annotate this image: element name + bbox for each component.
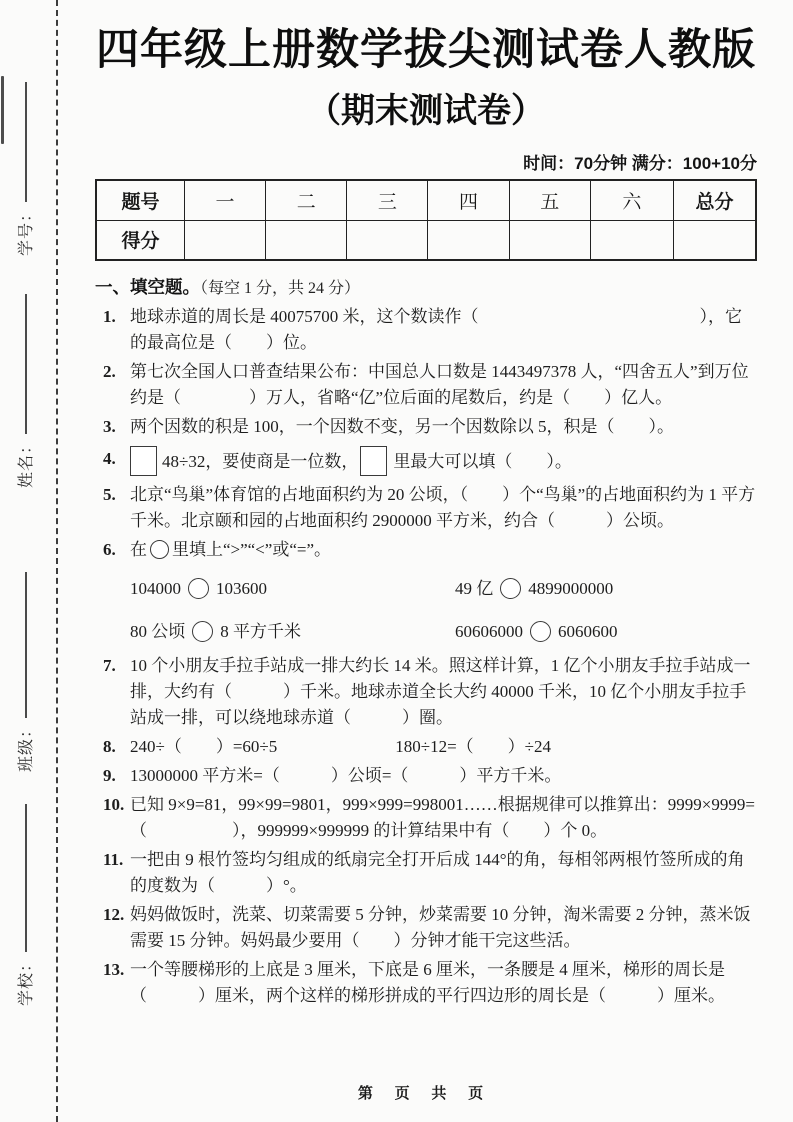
student-class-blank-line (25, 572, 27, 718)
student-name-blank-line (25, 294, 27, 434)
question-text (130, 446, 757, 476)
compare-circle (500, 578, 521, 599)
question-number: 1. (103, 307, 116, 327)
question-text-part: 里填上“>”“<”或“=”。 (172, 540, 332, 560)
page-subtitle: （期末测试卷） (307, 92, 545, 131)
question-number: 12. (103, 905, 125, 925)
student-name-field (13, 294, 36, 488)
question-6 (95, 537, 757, 650)
question-number: 6. (103, 540, 116, 560)
section-note: （每空 1 分，共 24 分） (200, 280, 361, 298)
question-text: 一个等腰梯形的上底是 3 厘米，下底是 6 厘米，一条腰是 4 厘米，梯形的周长是（ ）厘米，两个这样的梯形拼成的平行四边形的周长是（ ）厘米。 (130, 960, 725, 1006)
equation-right: 180÷12=（ ）÷24 (395, 737, 551, 757)
score-table-header-cell: 四 (428, 180, 509, 220)
student-school-label: 学校： (18, 954, 35, 1006)
compare-circle (150, 540, 169, 559)
compare-circle (188, 578, 209, 599)
comparison-left: 80 公顷 (130, 622, 186, 642)
main-content (57, 0, 793, 1122)
question-number: 13. (103, 960, 125, 980)
score-table-score-row (96, 220, 756, 260)
comparison-left: 49 亿 (455, 579, 494, 599)
score-table-header-cell: 三 (347, 180, 428, 220)
question-number: 2. (103, 362, 116, 382)
score-table-header-cell: 题号 (96, 180, 184, 220)
question-text: 妈妈做饭时，洗菜、切菜需要 5 分钟，炒菜需要 10 分钟，淘米需要 2 分钟，蒸米饭需要 15 分钟。妈妈最少要用（ ）分钟才能干完这些活。 (130, 905, 751, 951)
question-text-part: 里最大可以填（ ）。 (393, 452, 572, 472)
score-table-header-row (96, 180, 756, 220)
student-school-field (13, 804, 36, 1006)
score-cell (266, 220, 347, 260)
score-table-header-cell: 六 (590, 180, 673, 220)
score-row-label: 得分 (96, 220, 184, 260)
question-text-part: 在 (130, 540, 147, 560)
question-text-part: 48÷32，要使商是一位数， (162, 452, 359, 472)
score-cell (347, 220, 428, 260)
question-9 (95, 763, 757, 789)
question-text (130, 537, 757, 650)
question-number: 4. (103, 449, 116, 469)
question-2 (95, 359, 757, 411)
question-number: 5. (103, 485, 116, 505)
comparison-item (130, 619, 455, 645)
question-3 (95, 414, 757, 440)
question-text: 北京“鸟巢”体育馆的占地面积约为 20 公顷，（ ）个“鸟巢”的占地面积约为 1 平方千米。北京颐和园的占地面积约 2900000 平方米，约合（ ）公顷。 (130, 485, 756, 531)
question-8 (95, 734, 757, 760)
score-cell (428, 220, 509, 260)
question-text: 地球赤道的周长是 40075700 米，这个数读作（ ），它的最高位是（ ）位。 (130, 307, 742, 353)
score-table-header-cell: 五 (509, 180, 590, 220)
blank-box (130, 446, 157, 476)
question-1 (95, 304, 757, 356)
student-name-label: 姓名： (18, 436, 35, 488)
question-number: 11. (103, 850, 124, 870)
score-table-header-cell: 二 (266, 180, 347, 220)
section-title: 一、填空题。 (95, 277, 200, 298)
question-number: 10. (103, 795, 125, 815)
question-13 (95, 957, 757, 1009)
equation-left: 240÷（ ）=60÷5 (130, 737, 278, 757)
question-10 (95, 792, 757, 844)
question-number: 7. (103, 656, 116, 676)
student-id-blank-line (25, 82, 27, 202)
student-id-field (13, 82, 36, 256)
question-7 (95, 653, 757, 731)
question-4 (95, 446, 757, 476)
question-5 (95, 482, 757, 534)
score-table-header-cell: 一 (184, 180, 265, 220)
comparison-left: 60606000 (455, 622, 523, 642)
question-text: 10 个小朋友手拉手站成一排大约长 14 米。照这样计算，1 亿个小朋友手拉手站成一排，大约有（ ）千米。地球赤道全长大约 40000 千米，10 亿个小朋友手拉手站成一排，可以绕地球赤道（ ）圈。 (130, 656, 751, 728)
comparison-right: 8 平方千米 (220, 622, 301, 642)
score-cell (509, 220, 590, 260)
score-table (95, 179, 757, 261)
student-class-field (13, 572, 36, 772)
comparison-right: 4899000000 (528, 579, 614, 599)
scan-edge-artifact (1, 76, 4, 144)
student-school-blank-line (25, 804, 27, 952)
question-number: 3. (103, 417, 116, 437)
question-text: 13000000 平方米=（ ）公顷=（ ）平方千米。 (130, 766, 562, 786)
comparison-left: 104000 (130, 579, 181, 599)
student-class-label: 班级： (18, 720, 35, 772)
question-text: 第七次全国人口普查结果公布：中国总人口数是 1443497378 人，“四舍五人”到万位约是（ ）万人，省略“亿”位后面的尾数后，约是（ ）亿人。 (130, 362, 749, 408)
page-footer: 第 页 共 页 (357, 1086, 493, 1102)
compare-circle (192, 621, 213, 642)
comparison-item (455, 576, 757, 602)
question-number: 9. (103, 766, 116, 786)
comparison-item (455, 619, 757, 645)
section-heading (95, 274, 757, 299)
page-title: 四年级上册数学拔尖测试卷人教版 (96, 26, 756, 74)
score-table-header-cell: 总分 (673, 180, 756, 220)
score-cell (673, 220, 756, 260)
blank-box (360, 446, 387, 476)
student-id-label: 学号： (18, 204, 35, 256)
question-12 (95, 902, 757, 954)
question-number: 8. (103, 737, 116, 757)
comparison-item (130, 576, 455, 602)
comparison-grid (130, 576, 757, 645)
question-text: 一把由 9 根竹签均匀组成的纸扇完全打开后成 144°的角，每相邻两根竹签所成的角的度数为（ ）°。 (130, 850, 745, 896)
compare-circle (530, 621, 551, 642)
score-cell (590, 220, 673, 260)
question-text: 两个因数的积是 100，一个因数不变，另一个因数除以 5，积是（ ）。 (130, 417, 674, 437)
comparison-right: 103600 (216, 579, 267, 599)
comparison-right: 6060600 (558, 622, 618, 642)
question-text: 已知 9×9=81，99×99=9801，999×999=998001……根据规律可以推算出：9999×9999=（ ），999999×999999 的计算结果中有（ ）个 0。 (130, 795, 755, 841)
score-cell (184, 220, 265, 260)
question-text (130, 734, 757, 760)
question-11 (95, 847, 757, 899)
exam-meta-info: 时间：70分钟 满分：100+10分 (523, 154, 757, 174)
